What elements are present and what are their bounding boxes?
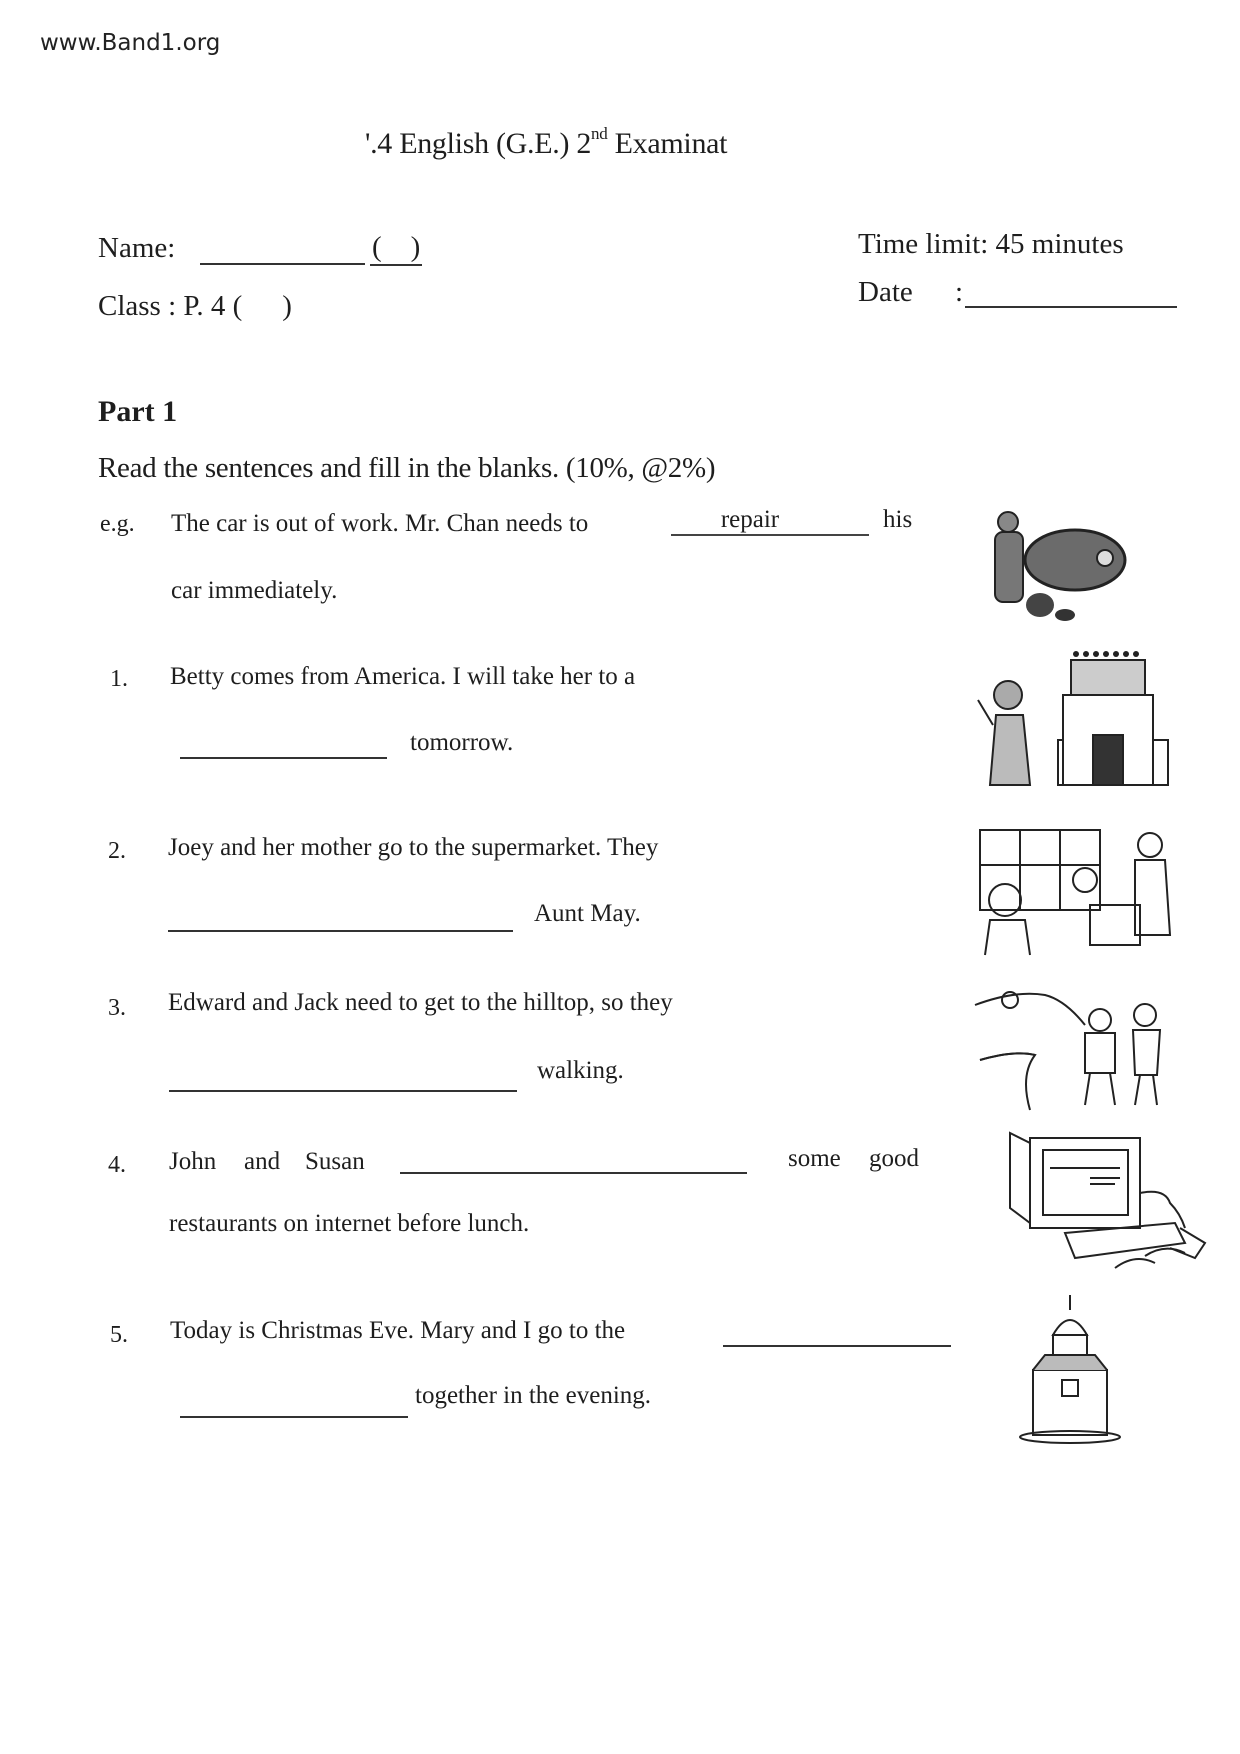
boy-1-backpack-shape: [1085, 1033, 1115, 1073]
question-5-blank-2[interactable]: [180, 1416, 408, 1418]
church-illustration: [1015, 1295, 1125, 1445]
church-drum-shape: [1053, 1335, 1087, 1355]
aunt-body-shape: [985, 920, 1030, 955]
computer-keyboard-illustration: [1005, 1128, 1205, 1278]
question-5-line1: Today is Christmas Eve. Mary and I go to the: [170, 1317, 626, 1344]
hill-outline-shape: [975, 994, 1085, 1025]
instruction: Read the sentences and fill in the blanks. (10%, @2%): [98, 452, 716, 484]
question-3-line2: walking.: [537, 1057, 624, 1084]
mousepad-shape: [1170, 1228, 1205, 1258]
class-label: Class : P. 4 (: [98, 290, 243, 322]
title-superscript: nd: [591, 124, 608, 143]
aunt-head-shape: [989, 884, 1021, 916]
date-colon: :: [955, 276, 964, 308]
question-2-number: 2.: [108, 838, 126, 864]
class-row: [98, 290, 292, 323]
girl-head-shape: [1073, 868, 1097, 892]
class-close-paren: ): [282, 290, 292, 322]
question-1-line1: Betty comes from America. I will take her to a: [170, 663, 636, 690]
class-number-paren: ( ): [372, 231, 421, 263]
part-title: Part 1: [98, 395, 178, 428]
example-answer-text: repair: [720, 506, 780, 533]
path-shape: [980, 1053, 1035, 1110]
question-4-word-some: some: [788, 1145, 841, 1172]
temple-door-shape: [1093, 735, 1123, 785]
question-2-blank[interactable]: [168, 930, 513, 932]
car-part-shape: [1055, 609, 1075, 621]
person-body-shape: [990, 715, 1030, 785]
example-answer: [671, 506, 869, 536]
exam-title: [365, 124, 728, 161]
boy-2-head-shape: [1134, 1004, 1156, 1026]
class-number-field[interactable]: [370, 232, 422, 266]
date-label: Date: [858, 276, 913, 308]
question-3-line1: Edward and Jack need to get to the hilltop, so they: [168, 989, 673, 1016]
question-4-word-good: good: [869, 1145, 919, 1172]
example-line2: car immediately.: [171, 577, 338, 604]
question-2-line1: Joey and her mother go to the supermarket. They: [168, 834, 659, 861]
name-row: [98, 232, 175, 265]
time-limit: Time limit: 45 minutes: [858, 228, 1124, 260]
shop-window-shape: [980, 830, 1100, 910]
car-headlight-shape: [1097, 550, 1113, 566]
boys-hiking-illustration: [975, 985, 1170, 1110]
name-label: Name:: [98, 232, 176, 264]
mechanic-repairing-car-illustration: [990, 510, 1130, 630]
question-3-blank[interactable]: [169, 1090, 517, 1092]
example-label: e.g.: [100, 511, 135, 537]
temple-roof-shape: [1071, 660, 1145, 695]
title-suffix: Examinat: [607, 127, 728, 160]
mechanic-head-shape: [998, 512, 1018, 532]
person-waving-arm-shape: [978, 700, 993, 725]
question-4-word-and: and: [244, 1148, 281, 1175]
monitor-screen-shape: [1043, 1150, 1128, 1215]
question-2-line2: Aunt May.: [534, 900, 641, 927]
car-wheel-shape: [1026, 593, 1054, 617]
monitor-side-shape: [1010, 1133, 1030, 1223]
person-head-shape: [994, 681, 1022, 709]
name-field[interactable]: [200, 263, 365, 265]
question-4-blank[interactable]: [400, 1172, 747, 1174]
example-line1-after: his: [883, 506, 913, 533]
person-waving-at-temple-illustration: [968, 640, 1168, 790]
date-field[interactable]: [965, 306, 1177, 308]
supermarket-meeting-illustration: [975, 825, 1175, 960]
question-5-blank-1[interactable]: [723, 1345, 951, 1347]
boy-1-head-shape: [1089, 1009, 1111, 1031]
question-4-line2: restaurants on internet before lunch.: [169, 1210, 530, 1237]
boy-2-body-shape: [1133, 1030, 1160, 1075]
question-3-number: 3.: [108, 995, 126, 1021]
question-5-line2: together in the evening.: [415, 1382, 652, 1409]
question-1-line2: tomorrow.: [410, 729, 514, 756]
question-1-blank[interactable]: [180, 757, 387, 759]
church-dome-shape: [1053, 1320, 1087, 1335]
question-5-number: 5.: [110, 1322, 128, 1348]
example-line1: The car is out of work. Mr. Chan needs to: [171, 510, 589, 537]
watermark-link[interactable]: www.Band1.org: [40, 30, 221, 56]
mechanic-body-shape: [995, 532, 1023, 602]
question-1-number: 1.: [110, 666, 128, 692]
title-prefix: '.4 English (G.E.) 2: [365, 127, 592, 160]
cable-shape: [1140, 1192, 1185, 1228]
question-4-number: 4.: [108, 1152, 126, 1178]
question-4-word-susan: Susan: [305, 1148, 365, 1175]
question-4-word-john: John: [169, 1148, 217, 1175]
mother-head-shape: [1138, 833, 1162, 857]
